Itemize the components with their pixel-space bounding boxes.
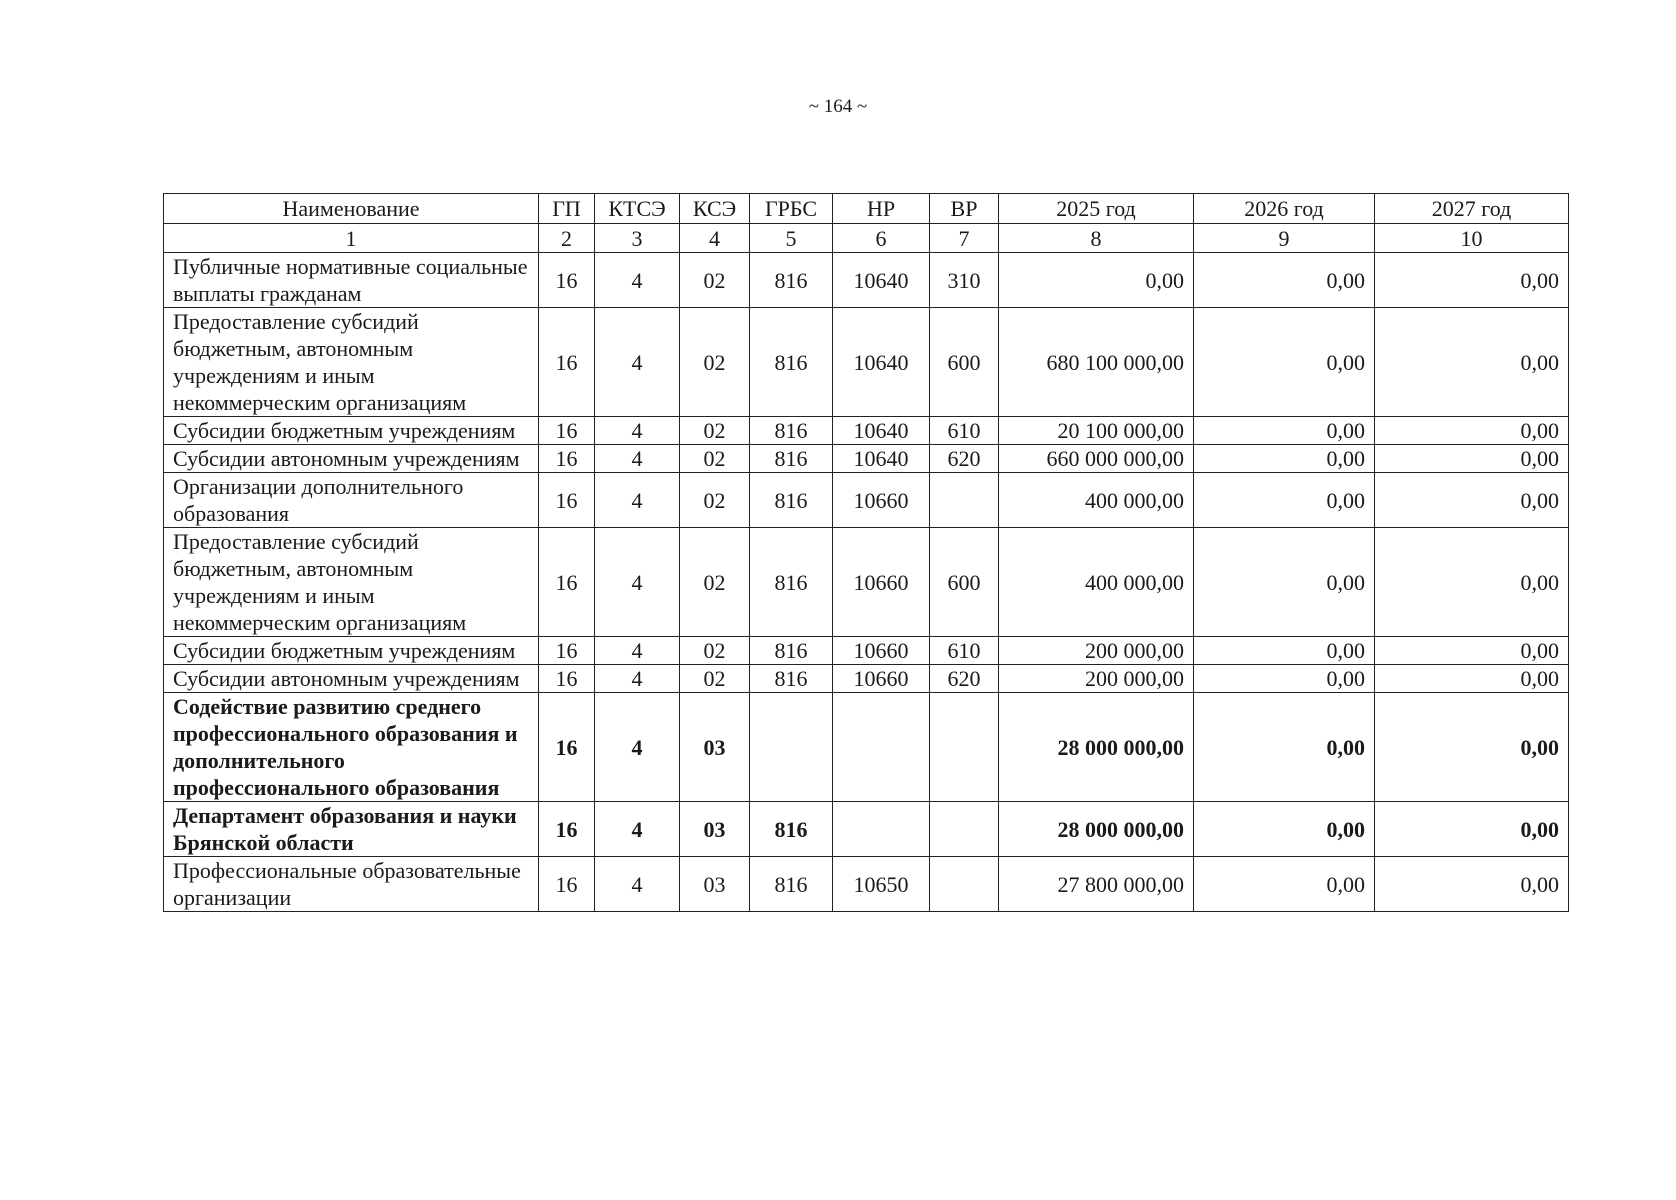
cell-gp: 16 — [539, 665, 595, 693]
cell-vr: 600 — [930, 308, 999, 417]
cell-2027: 0,00 — [1375, 253, 1569, 308]
cell-gp: 16 — [539, 802, 595, 857]
cell-kse: 02 — [680, 308, 750, 417]
cell-vr — [930, 857, 999, 912]
header-2025: 2025 год — [999, 194, 1194, 224]
cell-name: Предоставление субсидий бюджетным, автономным учреждениям и иным некоммерческим организациям — [164, 308, 539, 417]
cell-nr: 10640 — [833, 308, 930, 417]
cell-2026: 0,00 — [1194, 693, 1375, 802]
cell-kse: 03 — [680, 857, 750, 912]
cell-gp: 16 — [539, 693, 595, 802]
column-number: 1 — [164, 224, 539, 253]
column-number: 2 — [539, 224, 595, 253]
cell-name: Предоставление субсидий бюджетным, автономным учреждениям и иным некоммерческим организациям — [164, 528, 539, 637]
cell-grbs: 816 — [750, 665, 833, 693]
cell-vr: 610 — [930, 637, 999, 665]
cell-kse: 02 — [680, 528, 750, 637]
cell-vr — [930, 473, 999, 528]
column-number-row — [164, 224, 1569, 253]
cell-2025: 20 100 000,00 — [999, 417, 1194, 445]
cell-ktse: 4 — [595, 637, 680, 665]
cell-2025: 28 000 000,00 — [999, 802, 1194, 857]
cell-2027: 0,00 — [1375, 473, 1569, 528]
cell-2025: 200 000,00 — [999, 665, 1194, 693]
cell-kse: 02 — [680, 665, 750, 693]
cell-vr: 600 — [930, 528, 999, 637]
cell-gp: 16 — [539, 308, 595, 417]
cell-name: Организации дополнительного образования — [164, 473, 539, 528]
column-number: 4 — [680, 224, 750, 253]
cell-grbs: 816 — [750, 417, 833, 445]
cell-ktse: 4 — [595, 857, 680, 912]
cell-grbs: 816 — [750, 637, 833, 665]
cell-2026: 0,00 — [1194, 665, 1375, 693]
cell-nr: 10640 — [833, 417, 930, 445]
cell-2026: 0,00 — [1194, 802, 1375, 857]
cell-nr: 10660 — [833, 528, 930, 637]
cell-kse: 02 — [680, 417, 750, 445]
cell-gp: 16 — [539, 473, 595, 528]
header-kse: КСЭ — [680, 194, 750, 224]
cell-name: Субсидии автономным учреждениям — [164, 665, 539, 693]
cell-kse: 02 — [680, 637, 750, 665]
cell-kse: 03 — [680, 693, 750, 802]
cell-nr: 10660 — [833, 637, 930, 665]
table-row — [164, 473, 1569, 528]
cell-2027: 0,00 — [1375, 445, 1569, 473]
cell-2026: 0,00 — [1194, 857, 1375, 912]
cell-name: Субсидии автономным учреждениям — [164, 445, 539, 473]
cell-kse: 02 — [680, 253, 750, 308]
cell-2027: 0,00 — [1375, 637, 1569, 665]
cell-kse: 02 — [680, 473, 750, 528]
header-ktse: КТСЭ — [595, 194, 680, 224]
cell-ktse: 4 — [595, 308, 680, 417]
table-row — [164, 693, 1569, 802]
header-grbs: ГРБС — [750, 194, 833, 224]
cell-nr — [833, 693, 930, 802]
cell-grbs: 816 — [750, 528, 833, 637]
cell-nr: 10640 — [833, 253, 930, 308]
cell-kse: 02 — [680, 445, 750, 473]
cell-nr: 10640 — [833, 445, 930, 473]
column-number: 7 — [930, 224, 999, 253]
cell-2025: 660 000 000,00 — [999, 445, 1194, 473]
header-2027: 2027 год — [1375, 194, 1569, 224]
cell-2026: 0,00 — [1194, 417, 1375, 445]
table-row — [164, 445, 1569, 473]
cell-grbs: 816 — [750, 857, 833, 912]
cell-ktse: 4 — [595, 253, 680, 308]
cell-grbs: 816 — [750, 308, 833, 417]
table-row — [164, 857, 1569, 912]
cell-gp: 16 — [539, 528, 595, 637]
cell-2027: 0,00 — [1375, 857, 1569, 912]
page-number: ~ 164 ~ — [808, 96, 868, 117]
cell-vr — [930, 693, 999, 802]
cell-gp: 16 — [539, 445, 595, 473]
cell-2027: 0,00 — [1375, 528, 1569, 637]
column-number: 5 — [750, 224, 833, 253]
cell-2025: 400 000,00 — [999, 473, 1194, 528]
cell-2025: 27 800 000,00 — [999, 857, 1194, 912]
cell-gp: 16 — [539, 857, 595, 912]
table-row — [164, 417, 1569, 445]
column-number: 8 — [999, 224, 1194, 253]
cell-vr — [930, 802, 999, 857]
cell-nr: 10660 — [833, 473, 930, 528]
cell-nr: 10650 — [833, 857, 930, 912]
cell-2027: 0,00 — [1375, 417, 1569, 445]
column-number: 6 — [833, 224, 930, 253]
header-name: Наименование — [164, 194, 539, 224]
cell-2027: 0,00 — [1375, 665, 1569, 693]
cell-2025: 400 000,00 — [999, 528, 1194, 637]
cell-vr: 620 — [930, 665, 999, 693]
cell-ktse: 4 — [595, 417, 680, 445]
cell-ktse: 4 — [595, 665, 680, 693]
table-row — [164, 802, 1569, 857]
cell-2026: 0,00 — [1194, 445, 1375, 473]
cell-vr: 310 — [930, 253, 999, 308]
cell-ktse: 4 — [595, 802, 680, 857]
cell-2026: 0,00 — [1194, 637, 1375, 665]
header-vr: ВР — [930, 194, 999, 224]
cell-grbs: 816 — [750, 445, 833, 473]
column-number: 3 — [595, 224, 680, 253]
cell-grbs — [750, 693, 833, 802]
header-gp: ГП — [539, 194, 595, 224]
cell-ktse: 4 — [595, 445, 680, 473]
cell-2025: 200 000,00 — [999, 637, 1194, 665]
cell-2026: 0,00 — [1194, 473, 1375, 528]
column-number: 9 — [1194, 224, 1375, 253]
cell-2025: 28 000 000,00 — [999, 693, 1194, 802]
column-number: 10 — [1375, 224, 1569, 253]
cell-nr — [833, 802, 930, 857]
cell-name: Субсидии бюджетным учреждениям — [164, 417, 539, 445]
cell-2027: 0,00 — [1375, 308, 1569, 417]
table-row — [164, 253, 1569, 308]
cell-name: Публичные нормативные социальные выплаты гражданам — [164, 253, 539, 308]
cell-ktse: 4 — [595, 473, 680, 528]
cell-name: Содействие развитию среднего профессионального образования и дополнительного профессионального образования — [164, 693, 539, 802]
cell-2027: 0,00 — [1375, 802, 1569, 857]
table-row — [164, 637, 1569, 665]
cell-2027: 0,00 — [1375, 693, 1569, 802]
budget-table — [163, 193, 1569, 912]
header-2026: 2026 год — [1194, 194, 1375, 224]
cell-ktse: 4 — [595, 693, 680, 802]
cell-gp: 16 — [539, 637, 595, 665]
cell-gp: 16 — [539, 417, 595, 445]
cell-2026: 0,00 — [1194, 308, 1375, 417]
cell-2025: 0,00 — [999, 253, 1194, 308]
cell-grbs: 816 — [750, 253, 833, 308]
cell-2026: 0,00 — [1194, 253, 1375, 308]
table-row — [164, 665, 1569, 693]
cell-2025: 680 100 000,00 — [999, 308, 1194, 417]
cell-gp: 16 — [539, 253, 595, 308]
header-nr: НР — [833, 194, 930, 224]
table-row — [164, 308, 1569, 417]
header-row — [164, 194, 1569, 224]
cell-name: Субсидии бюджетным учреждениям — [164, 637, 539, 665]
cell-kse: 03 — [680, 802, 750, 857]
cell-vr: 620 — [930, 445, 999, 473]
cell-2026: 0,00 — [1194, 528, 1375, 637]
cell-vr: 610 — [930, 417, 999, 445]
table-row — [164, 528, 1569, 637]
cell-ktse: 4 — [595, 528, 680, 637]
cell-grbs: 816 — [750, 473, 833, 528]
cell-grbs: 816 — [750, 802, 833, 857]
cell-name: Профессиональные образовательные организации — [164, 857, 539, 912]
table-body — [164, 253, 1569, 912]
cell-nr: 10660 — [833, 665, 930, 693]
cell-name: Департамент образования и науки Брянской области — [164, 802, 539, 857]
